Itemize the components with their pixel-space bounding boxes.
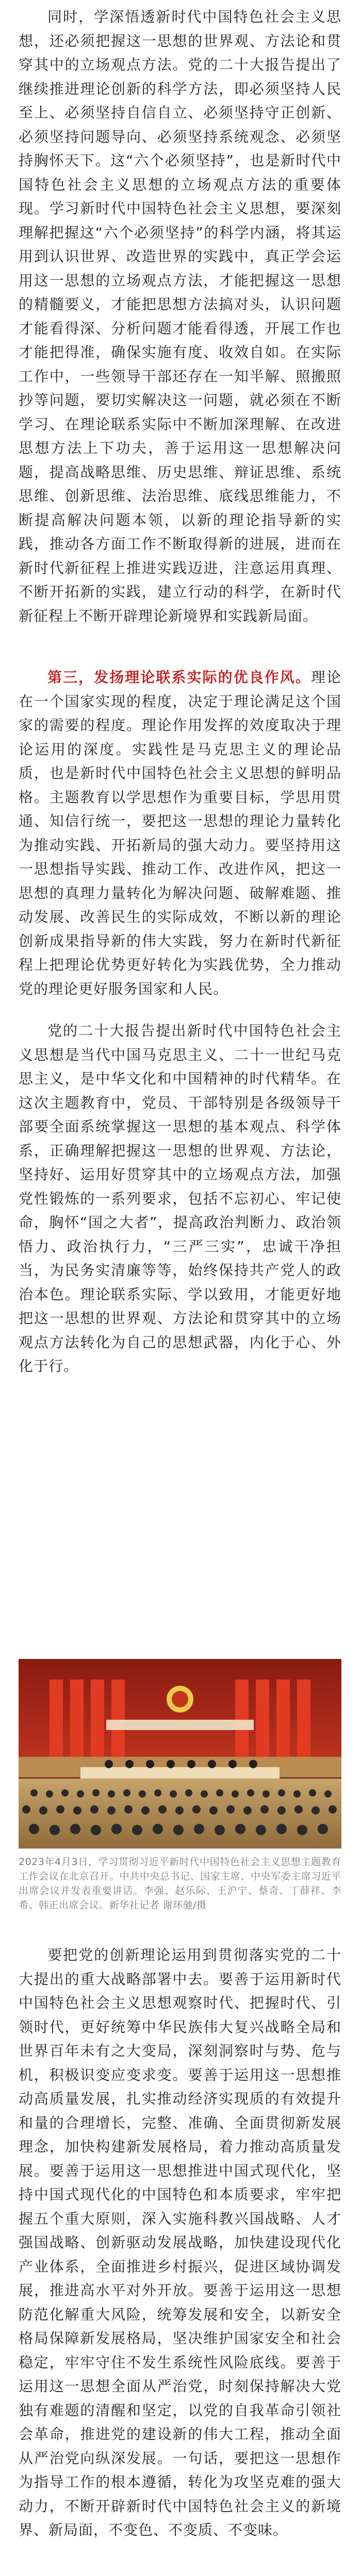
paragraph-block-4: [19, 1943, 341, 2543]
conference-photo: [19, 1659, 341, 1849]
paragraph-2: [19, 666, 341, 1001]
paragraph-4: 要把党的创新理论运用到贯彻落实党的二十大提出的重大战略部署中去。要善于运用新时代中国特色社会主义思想观察时代、把握时代、引领时代，更好统筹中华民族伟大复兴战略全局和世界百年未有之大变局，深刻洞察时与势、危与机，积极识变应变求变。要善于运用这一思想推动高质量发展，扎实推动经济实现质的有效提升和量的合理增长，完整、准确、全面贯彻新发展理念，加快构建新发展格局，着力推动高质量发展。要善于运用这一思想推进中国式现代化，坚持中国式现代化的中国特色和本质要求，牢牢把握五个重大原则，深入实施科教兴国战略、人才强国战略、创新驱动发展战略，加快建设现代化产业体系，全面推进乡村振兴，促进区域协调发展，推进高水平对外开放。要善于运用这一思想防范化解重大风险，统筹发展和安全，以新安全格局保障新发展格局，坚决维护国家安全和社会稳定，牢牢守住不发生系统性风险底线。要善于运用这一思想全面从严治党，时刻保持解决大党独有难题的清醒和坚定，以党的自我革命引领社会革命，推进党的建设新的伟大工程，推动全面从严治党向纵深发展。一句话，要把这一思想作为指导工作的根本遵循，转化为攻坚克难的强大动力，不断开辟新时代中国特色社会主义的新境界、新局面，不变色、不变质、不变味。: [19, 1946, 341, 2538]
paragraph-block-1: [19, 5, 341, 628]
conference-hall-image: [19, 1659, 341, 1849]
section-heading-3: 第三，发扬理论联系实际的优良作风。: [47, 669, 311, 686]
figure-1-caption: 2023年4月3日，学习贯彻习近平新时代中国特色社会主义思想主题教育工作会议在北京召开。中共中央总书记、国家主席、中央军委主席习近平出席会议并发表重要讲话。李强、赵乐际、王沪宁、蔡奇、丁薛祥、李希、韩正出席会议。新华社记者 谢环驰/摄: [19, 1856, 341, 1911]
paragraph-3: 党的二十大报告提出新时代中国特色社会主义思想是当代中国马克思主义、二十一世纪马克思主义，是中华文化和中国精神的时代精华。在这次主题教育中，党员、干部特别是各级领导干部要全面系统掌握这一思想的基本观点、科学体系，正确理解把握这一思想的世界观、方法论，坚持好、运用好贯穿其中的立场观点方法，加强党性锻炼的一系列要求，包括不忘初心、牢记使命，胸怀“国之大者”，提高政治判断力、政治领悟力、政治执行力，“三严三实”，忠诚干净担当，为民务实清廉等等，始终保持共产党人的政治本色。理论联系实际、学以致用，才能更好地把这一思想的世界观、方法论和贯穿其中的立场观点方法转化为自己的思想武器，内化于心、外化于行。: [19, 1022, 341, 1375]
figure-1: [19, 1659, 341, 1912]
paragraph-2-body: 理论在一个国家实现的程度，决定于理论满足这个国家的需要的程度。理论作用发挥的效度取决于理论运用的深度。实践性是马克思主义的理论品质，也是新时代中国特色社会主义思想的鲜明品格。主题教育以学思想作为重要目标，学思用贯通、知信行统一，要把这一思想的理论力量转化为推动实践、开拓新局的强大动力。要坚持用这一思想指导实践、推动工作、改进作风，把这一思想的真理力量转化为解决问题、破解难题、推动发展、改善民生的实际成效，不断以新的理论创新成果指导新的伟大实践，努力在新时代新征程上把理论优势更好转化为实践优势，全力推动党的理论更好服务国家和人民。: [19, 669, 341, 997]
paragraph-1: 同时，学深悟透新时代中国特色社会主义思想，还必须把握这一思想的世界观、方法论和贯穿其中的立场观点方法。党的二十大报告提出了继续推进理论创新的科学方法，即必须坚持人民至上、必须坚持自信自立、必须坚持守正创新、必须坚持问题导向、必须坚持系统观念、必须坚持胸怀天下。这“六个必须坚持”，也是新时代中国特色社会主义思想的立场观点方法的重要体现。学习新时代中国特色社会主义思想，要深刻理解把握这“六个必须坚持”的科学内涵，将其运用到认识世界、改造世界的实践中，真正学会运用这一思想的立场观点方法，才能把握这一思想的精髓要义，才能把思想方法搞对头，认识问题才能看得深、分析问题才能看得透，开展工作也才能把得准，确保实施有度、收效自如。在实际工作中，一些领导干部还存在一知半解、照搬照抄等问题，要切实解决这一问题，就必须在不断学习、在理论联系实际中不断加深理解、在改进思想方法上下功夫，善于运用这一思想解决问题，提高战略思维、历史思维、辩证思维、系统思维、创新思维、法治思维、底线思维能力，不断提高解决问题本领，以新的理论指导新的实践，推动各方面工作不断取得新的进展，进而在新时代新征程上推进实践迈进，注意运用真理、不断开拓新的实践，建立行动的科学，在新时代新征程上不断开辟理论新境界和实践新局面。: [19, 8, 341, 624]
paragraph-block-3: [19, 1019, 341, 1379]
paragraph-block-2: [19, 666, 341, 1001]
